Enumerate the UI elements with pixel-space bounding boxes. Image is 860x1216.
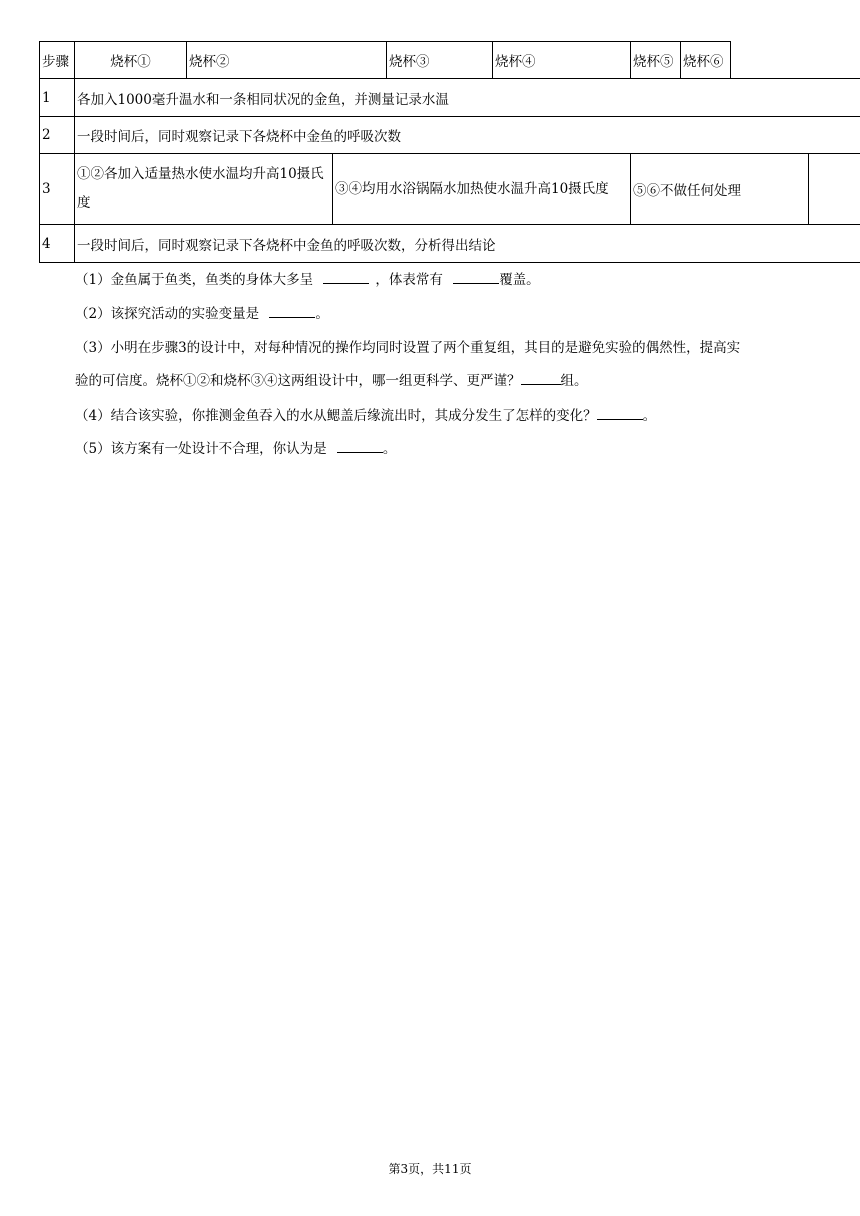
row3-cell-c: ⑤⑥不做任何处理: [630, 153, 809, 225]
header-step: 步骤: [39, 41, 75, 79]
header-beaker-3: 烧杯③: [386, 41, 493, 79]
answer-blank-1a[interactable]: [323, 271, 369, 284]
row2-step: 2: [39, 116, 75, 154]
question-5: [75, 439, 396, 459]
header-beaker-1: 烧杯①: [74, 41, 187, 79]
question-5-part-a: （5）该方案有一处设计不合理，你认为是: [75, 441, 327, 457]
row1-text: 各加入1000毫升温水和一条相同状况的金鱼，并测量记录水温: [74, 78, 860, 117]
row3-cell-a: ①②各加入适量热水使水温均升高10摄氏度: [74, 153, 333, 225]
question-4-part-a: （4）结合该实验，你推测金鱼吞入的水从鳃盖后缘流出时，其成分发生了怎样的变化？: [75, 408, 597, 424]
question-1-part-a: （1）金鱼属于鱼类，鱼类的身体大多呈: [75, 272, 314, 288]
header-beaker-5: 烧杯⑤: [630, 41, 681, 79]
row4-step: 4: [39, 224, 75, 263]
question-4-part-b: 。: [642, 408, 657, 424]
answer-blank-1b[interactable]: [453, 271, 499, 284]
row3-step: 3: [39, 153, 75, 225]
answer-blank-4[interactable]: [597, 407, 643, 420]
page-footer: 第3页，共11页: [388, 1162, 472, 1176]
question-3-part-b: 组。: [560, 373, 588, 389]
question-3-line-2: [75, 371, 588, 391]
question-1-part-c: 覆盖。: [499, 272, 540, 288]
question-2: [75, 304, 329, 324]
question-3-line-1: （3）小明在步骤3的设计中，对每种情况的操作均同时设置了两个重复组，其目的是避免实验的偶然性，提高实: [75, 340, 741, 356]
row4-text: 一段时间后，同时观察记录下各烧杯中金鱼的呼吸次数，分析得出结论: [74, 224, 860, 263]
question-3-part-a: 验的可信度。烧杯①②和烧杯③④这两组设计中，哪一组更科学、更严谨？: [75, 373, 521, 389]
row3-cell-b: ③④均用水浴锅隔水加热使水温升高10摄氏度: [332, 153, 631, 225]
header-beaker-4: 烧杯④: [492, 41, 631, 79]
answer-blank-3[interactable]: [521, 372, 561, 385]
header-beaker-6: 烧杯⑥: [680, 41, 731, 79]
question-4: [75, 406, 656, 426]
question-2-part-b: 。: [315, 306, 329, 322]
question-1: [75, 270, 540, 290]
question-5-part-b: 。: [382, 441, 397, 457]
header-beaker-2: 烧杯②: [186, 41, 387, 79]
question-2-part-a: （2）该探究活动的实验变量是: [75, 306, 260, 322]
row3-cell-empty: [808, 153, 860, 225]
answer-blank-2[interactable]: [269, 305, 315, 318]
question-1-part-b: ，体表常有: [375, 272, 443, 288]
row1-step: 1: [39, 78, 75, 117]
answer-blank-5[interactable]: [337, 440, 383, 453]
row2-text: 一段时间后，同时观察记录下各烧杯中金鱼的呼吸次数: [74, 116, 860, 154]
